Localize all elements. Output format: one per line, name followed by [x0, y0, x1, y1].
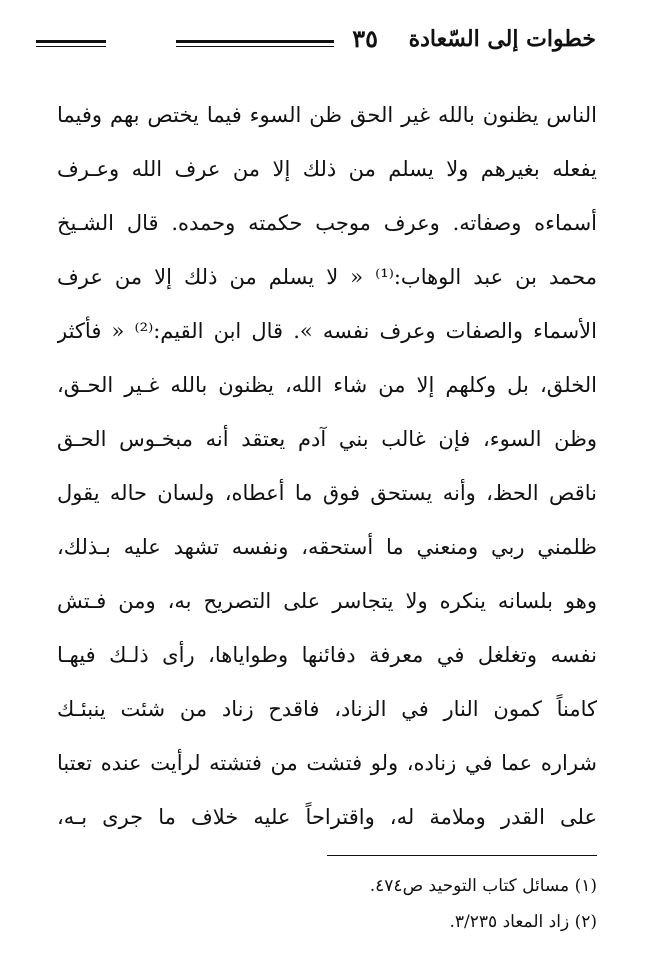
text-line: الناس يظنون بالله غير الحق ظن السوء فيما يختص بهم وفيما: [57, 103, 597, 127]
text-line: يفعله بغيرهم ولا يسلم من ذلك إلا من عرف الله وعـرف: [57, 157, 597, 181]
text-line: كامناً كمون النار في الزناد، فاقدح زناد من شئت ينبئـك: [57, 697, 597, 721]
footnotes: [197, 868, 597, 940]
running-header: [36, 22, 596, 62]
text-line: الخلق، بل وكلهم إلا من شاء الله، يظنون بالله غـير الحـق،: [57, 373, 597, 397]
footnote-separator: [327, 855, 597, 856]
header-rule-left: [36, 40, 106, 47]
text-line: الأسماء والصفات وعرف نفسه ». قال ابن القيم:⁽²⁾ « فأكثر: [57, 319, 597, 343]
body-text: [57, 88, 597, 844]
text-line: نفسه وتغلغل في معرفة دفائنها وطواياها، رأى ذلـك فيهـا: [57, 643, 597, 667]
text-line: وهو بلسانه ينكره ولا يتجاسر على التصريح به، ومن فـتش: [57, 589, 597, 613]
text-line: شراره عما في زناده، ولو فتشت من فتشته لرأيت عنده تعتبا: [57, 751, 597, 775]
footnote-1: (١) مسائل كتاب التوحيد ص٤٧٤.: [369, 876, 597, 896]
page-number: ٣٥: [352, 24, 378, 53]
text-line: ناقص الحظ، وأنه يستحق فوق ما أعطاه، ولسان حاله يقول: [57, 481, 597, 505]
book-title: خطوات إلى السّعادة: [408, 26, 596, 52]
text-line: ظلمني ربي ومنعني ما أستحقه، ونفسه تشهد عليه بـذلك،: [57, 535, 597, 559]
text-line: محمد بن عبد الوهاب:⁽¹⁾ « لا يسلم من ذلك إلا من عرف: [57, 265, 597, 289]
text-line: على القدر وملامة له، واقتراحاً عليه خلاف ما جرى بـه،: [57, 805, 597, 829]
text-line: أسماءه وصفاته. وعرف موجب حكمته وحمده. قال الشـيخ: [57, 211, 597, 235]
footnote-2: (٢) زاد المعاد ٣/٢٣٥.: [449, 912, 597, 932]
text-line: وظن السوء، فإن غالب بني آدم يعتقد أنه مبخـوس الحـق: [57, 427, 597, 451]
header-rule-middle: [176, 40, 334, 47]
